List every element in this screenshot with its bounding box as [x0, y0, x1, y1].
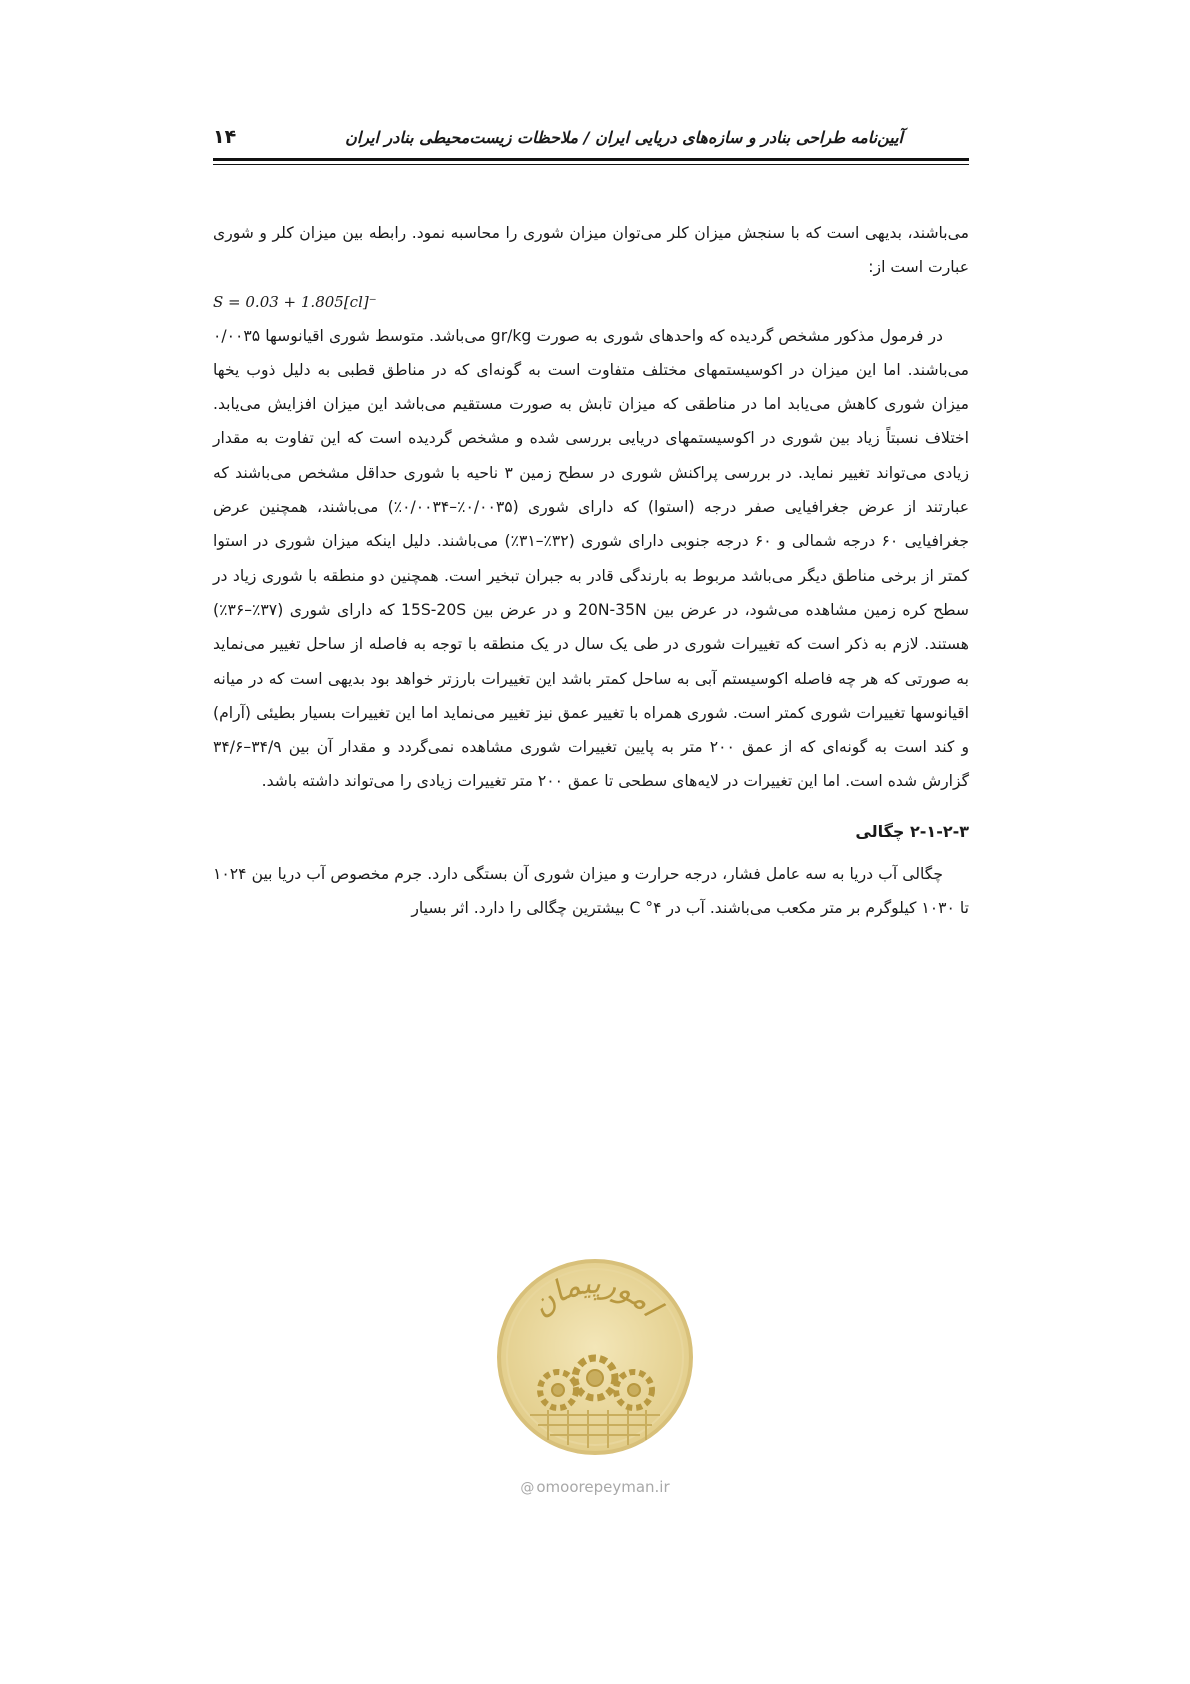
omoorepeyman-logo — [488, 1250, 702, 1464]
density-paragraph: چگالی آب دریا به سه عامل فشار، درجه حرارت و میزان شوری آن بستگی دارد. جرم مخصوص آب دریا بین ۱۰۲۴ تا ۱۰۳۰ کیلوگرم بر متر مکعب می‌باشند. آب در ۴° C بیشترین چگالی را دارد. اثر بسیار — [213, 864, 969, 918]
website-watermark — [495, 1478, 695, 1496]
watermark-text: omoorepeyman.ir — [536, 1478, 670, 1496]
page-header — [213, 128, 969, 162]
section-heading-density: ۲-۱-۲-۳ چگالی — [855, 821, 969, 841]
header-rule-thin — [213, 164, 969, 165]
salinity-paragraph: در فرمول مذکور مشخص گردیده که واحدهای شوری به صورت gr/kg می‌باشد. متوسط شوری اقیانوسها ۰/۰۰۳۵ می‌باشند. اما این میزان در اکوسیستمهای مختلف متفاوت است به گونه‌ای که در مناطق قطبی به دلیل ذوب یخها میزان شوری کاهش می‌یابد اما در مناطقی که میزان تابش به صورت مستقیم می‌باشد این میزان افزایش می‌یابد. اختلاف نسبتاً زیاد بین شوری در اکوسیستمهای دریایی بررسی شده و مشخص گردیده است که این تفاوت به مقدار زیادی می‌تواند تغییر نماید. در بررسی پراکنش شوری در سطح زمین ۳ ناحیه با شوری حداقل مشخص می‌باشند که عبارتند از عرض جغرافیایی صفر درجه (استوا) که دارای شوری (۰/۰۰۳۵٪–۰/۰۰۳۴٪) می‌باشند، همچنین عرض جغرافیایی ۶۰ درجه شمالی و ۶۰ درجه جنوبی دارای شوری (۳۲٪–۳۱٪) می‌باشند. دلیل اینکه میزان شوری در استوا کمتر از برخی مناطق دیگر می‌باشد مربوط به بارندگی قادر به جبران تبخیر است. همچنین دو منطقه با شوری زیاد در سطح کره زمین مشاهده می‌شود، در عرض بین 20N-35N و در عرض بین 15S-20S که دارای شوری (۳۷٪–۳۶٪) هستند. لازم به ذکر است که تغییرات شوری در طی یک سال در یک منطقه با توجه به فاصله از ساحل تغییر می‌نماید به صورتی که هر چه فاصله اکوسیستم آبی به ساحل کمتر باشد این تغییرات بارزتر خواهد بود بدیهی است که در میانه اقیانوسها تغییرات شوری کمتر است. شوری همراه با تغییر عمق نیز تغییر می‌نماید اما این تغییرات بسیار بطیئی (آرام) و کند است به گونه‌ای که از عمق ۲۰۰ متر به پایین تغییرات شوری مشاهده نمی‌گردد و مقدار آن بین ۳۴/۹–۳۴/۶ گزارش شده است. اما این تغییرات در لایه‌های سطحی تا عمق ۲۰۰ متر تغییرات زیادی را می‌تواند داشته باشد. — [213, 326, 970, 791]
at-icon: @ — [520, 1480, 535, 1496]
intro-paragraph: می‌باشند، بدیهی است که با سنجش میزان کلر می‌توان میزان شوری را محاسبه نمود. رابطه بین میزان کلر و شوری عبارت است از: — [213, 224, 969, 277]
salinity-formula: S = 0.03 + 1.805[cl]⁻ — [213, 292, 377, 311]
running-header-title: آیین‌نامه طراحی بنادر و سازه‌های دریایی ایران / ملاحظات زیست‌محیطی بنادر ایران — [345, 128, 903, 147]
document-body — [213, 216, 969, 925]
page-number: ۱۴ — [213, 126, 237, 148]
header-rule-thick — [213, 158, 969, 161]
svg-text:امورپیمان: امورپیمان — [523, 1265, 668, 1324]
